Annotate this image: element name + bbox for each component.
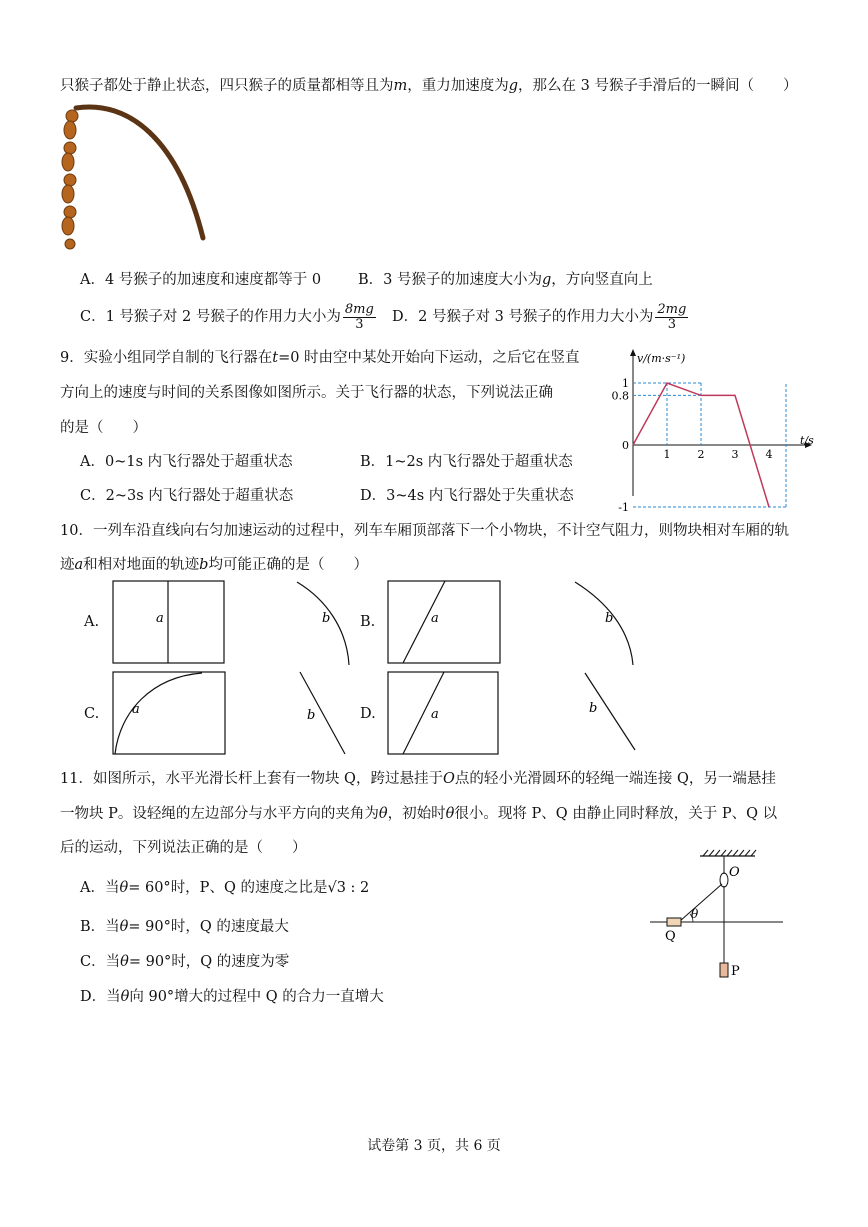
x-tick-1: 1	[663, 448, 671, 461]
q9-option-b: B．1~2s 内飞行器处于超重状态	[360, 454, 573, 470]
q8-option-a: A．4 号猴子的加速度和速度都等于 0	[80, 272, 322, 288]
q8-option-c: C．1 号猴子对 2 号猴子的作用力大小为 $\frac{8mg}{3}$	[80, 301, 374, 332]
q10-option-a-figure	[112, 580, 362, 670]
x-tick-2: 2	[697, 448, 705, 461]
q10-label-a: A.	[84, 614, 100, 630]
monkey-chain	[62, 110, 78, 249]
svg-text:O: O	[729, 865, 740, 880]
q11-stem-line3: 后的运动，下列说法正确的是（ ）	[60, 840, 307, 856]
y-axis-arrow	[630, 349, 636, 356]
svg-text:b: b	[322, 611, 331, 626]
q9-option-d: D．3~4s 内飞行器处于失重状态	[360, 488, 574, 504]
svg-text:b: b	[589, 701, 598, 716]
q10-label-b: B.	[360, 614, 376, 630]
q9-stem-line1: 9．实验小组同学自制的飞行器在t=0 时由空中某处开始向下运动，之后它在竖直	[60, 350, 580, 366]
q9-option-c: C．2~3s 内飞行器处于超重状态	[80, 488, 294, 504]
svg-text:P: P	[731, 964, 740, 979]
x-tick-3: 3	[731, 448, 739, 461]
pulley-figure	[645, 848, 815, 988]
q11-option-a: A．当θ= 60°时，P、Q 的速度之比是√3 : 2	[80, 880, 370, 896]
q11-stem-line1: 11．如图所示，水平光滑长杆上套有一物块 Q，跨过悬挂于O点的轻小光滑圆环的轻绳一端连接 Q，另一端悬挂	[60, 771, 776, 787]
q10-option-b-figure	[387, 580, 647, 670]
x-axis-label: t/s	[800, 434, 814, 447]
x-tick-4: 4	[765, 448, 773, 461]
monkey-branch-illustration	[58, 98, 218, 258]
q10-label-c: C.	[84, 706, 100, 722]
q11-option-c: C．当θ= 90°时，Q 的速度为零	[80, 954, 290, 970]
svg-text:a: a	[156, 611, 164, 626]
svg-text:a: a	[431, 707, 439, 722]
q9-option-a: A．0~1s 内飞行器处于超重状态	[80, 454, 293, 470]
q11-option-b: B．当θ= 90°时，Q 的速度最大	[80, 919, 289, 935]
q8-option-d: D．2 号猴子对 3 号猴子的作用力大小为 $\frac{2mg}{3}$	[392, 301, 687, 332]
q10-option-d-figure	[387, 671, 647, 761]
q8-stem: 只猴子都处于静止状态，四只猴子的质量都相等且为m，重力加速度为g，那么在 3 号猴子手滑后的一瞬间（ ）	[60, 78, 798, 94]
block-p	[720, 963, 728, 977]
svg-text:Q: Q	[665, 929, 676, 944]
svg-text:b: b	[307, 708, 316, 723]
q11-stem-line2: 一物块 P。设轻绳的左边部分与水平方向的夹角为θ，初始时θ很小。现将 P、Q 由静止同时释放，关于 P、Q 以	[60, 806, 778, 822]
svg-text:a: a	[132, 702, 140, 717]
svg-text:b: b	[605, 611, 614, 626]
velocity-time-chart	[611, 348, 815, 514]
q10-option-c-figure	[112, 671, 362, 761]
svg-text:θ: θ	[691, 907, 699, 921]
block-q	[667, 918, 681, 926]
y-tick-0.8: 0.8	[611, 389, 629, 403]
q8-option-b: B．3 号猴子的加速度大小为g，方向竖直向上	[358, 272, 653, 288]
q10-stem-line2: 迹a和相对地面的轨迹b均可能正确的是（ ）	[60, 557, 368, 573]
y-tick-1: 1	[622, 377, 629, 390]
page-footer: 试卷第 3 页，共 6 页	[367, 1138, 501, 1154]
x-tick-0: 0	[622, 439, 629, 452]
y-axis-label: v/(m·s⁻¹)	[637, 352, 686, 365]
q10-stem-line1: 10．一列车沿直线向右匀加速运动的过程中，列车车厢顶部落下一个小物块，不计空气阻力，则物块相对车厢的轨	[60, 523, 789, 539]
y-tick--1: -1	[618, 501, 629, 514]
q9-stem-line2: 方向上的速度与时间的关系图像如图所示。关于飞行器的状态，下列说法正确	[60, 385, 553, 401]
svg-text:a: a	[431, 611, 439, 626]
q11-option-d: D．当θ向 90°增大的过程中 Q 的合力一直增大	[80, 989, 384, 1005]
q9-stem-line3: 的是（ ）	[60, 420, 147, 436]
q10-label-d: D.	[360, 706, 376, 722]
